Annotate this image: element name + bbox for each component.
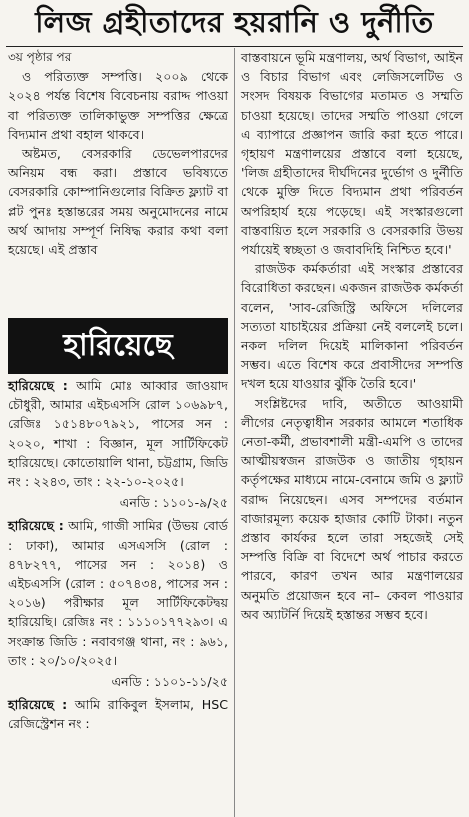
article-paragraph: রাজউক কর্মকর্তারা এই সংস্কার প্রস্তাবের বিরোধিতা করছেন। একজন রাজউক কর্মকর্তা বলেন, 'সাব-রেজিস্ট্রি অফিসে দলিলের সত্যতা যাচাইয়ের প্রক্রিয়া নেই বললেই চলে। নকল দলিল দিয়েই মালিকানা পরিবর্তন সম্ভব। এতে বিশেষ করে প্রবাসীদের সম্পত্তি দখল হয়ে যাওয়ার ঝুঁকি তৈরি হবে।' xyxy=(241,261,463,392)
headline: লিজ গ্রহীতাদের হয়রানি ও দুর্নীতি xyxy=(35,5,434,39)
ad-reference: এনডি : ১১০১-১১/২৫ xyxy=(111,674,228,690)
article-paragraph: অষ্টমত, বেসরকারি ডেভেলপারদের অনিয়ম বন্ধ করা। প্রস্তাবে ভবিষ্যতে বেসরকারি কোম্পানিগুলোর বিক্রিত ফ্ল্যাট বা প্লট পুনঃ হস্তান্তরের সময় অনুমোদনের নামে অর্থ আদায় সম্পূর্ণ নিষিদ্ধ করার কথা বলা হয়েছে। এই প্রস্তাব xyxy=(8,146,228,258)
ad-keyword: হারিয়েছে : xyxy=(8,378,68,393)
ad-keyword: হারিয়েছে : xyxy=(8,518,64,534)
ad-keyword: হারিয়েছে : xyxy=(8,697,68,713)
article-paragraph: বাস্তবায়নে ভূমি মন্ত্রণালয়, অর্থ বিভাগ, আইন ও বিচার বিভাগ এবং লেজিসলেটিভ ও সংসদ বিষয়ক বিভাগের মতামত ও সম্মতি চাওয়া হয়েছে। তাদের সম্মতি পাওয়া গেলে এ ব্যাপারে প্রজ্ঞাপন জারি করা হতে পারে। গৃহায়ণ মন্ত্রণালয়ের প্রস্তাবে বলা হয়েছে, 'লিজ গ্রহীতাদের দীর্ঘদিনের দুর্ভোগ ও দুর্নীতি থেকে মুক্তি দিতে বিদ্যমান প্রথা পরিবর্তন অপরিহার্য হয়ে পড়েছে। এই সংস্কারগুলো বাস্তবায়িত হলে সরকারি ও বেসরকারি উভয় পর্যায়েই স্বচ্ছতা ও জবাবদিহি নিশ্চিত হবে।' xyxy=(241,50,463,258)
ad-text: আমি রাকিবুল ইসলাম, HSC রেজিস্ট্রেশন নং : xyxy=(8,697,228,732)
lost-notice-banner: হারিয়েছে xyxy=(8,318,228,374)
classified-ad xyxy=(8,376,228,512)
classified-ad xyxy=(8,695,228,733)
left-column xyxy=(8,48,228,259)
continuation-note: ৩য় পৃষ্ঠার পর xyxy=(8,50,72,64)
headline-rule xyxy=(6,46,463,47)
right-column xyxy=(241,48,463,624)
article-paragraph: সংশ্লিষ্টদের দাবি, অতীতে আওয়ামী লীগের নেতৃত্বাধীন সরকার আমলে শতাধিক নেতা-কর্মী, প্রভাবশালী মন্ত্রী-এমপি ও তাদের আত্মীয়স্বজন রাজউক ও জাতীয় গৃহায়ন কর্তৃপক্ষের মাধ্যমে নামে-বেনামে জমি ও ফ্ল্যাট বরাদ্দ নিয়েছেন। এসব সম্পদের বর্তমান বাজারমূল্য কয়েক হাজার কোটি টাকা। নতুন প্রস্তাব কার্যকর হলে তারা সহজেই সেই সম্পত্তি বিক্রি বা বিদেশে অর্থ পাচার করতে পারবে, কারণ তখন আর মন্ত্রণালয়ের অনুমতি প্রয়োজন হবে না– কেবল পাওয়ার অব অ্যাটর্নি দিয়েই হস্তান্তর সম্ভব হবে। xyxy=(241,395,463,622)
ad-text: আমি, গাজী সামির (উভয় বোর্ড : ঢাকা), আমার এসএসসি (রোল : ৪৭৮২৭৭, পাসের সন : ২০১৪) ও এইচএসসি (রোল : ৫০৭৪৩৪, পাসের সন : ২০১৬) পরীক্ষার মূল সার্টিফিকেটদ্বয় হারিয়েছি। রেজিঃ নং : ১১১০১৭৭২৯৩। এ সংক্রান্ত জিডি : নবাবগঞ্জ থানা, নং : ৯৬১, তাং : ২০/১০/২০২৫। xyxy=(8,518,228,668)
column-divider xyxy=(234,48,235,817)
ad-reference: এনডি : ১১০১-৯/২৫ xyxy=(119,495,228,511)
classified-ad xyxy=(8,516,228,691)
ad-text: আমি মোঃ আব্বার জাওয়াদ চৌধুরী, আমার এইচএসসি রোল ১০৬৯৮৭, রেজিঃ ১৫১৪৮০৭৯২১, পাসের সন : ২০২০, শাখা : বিজ্ঞান, মূল সার্টিফিকেট হারিয়েছে। কোতোয়ালি থানা, চট্টগ্রাম, জিডি নং : ২২৪৩, তাং : ২২-১০-২০২৫। xyxy=(8,378,229,490)
article-paragraph: ও পরিত্যক্ত সম্পত্তি। ২০০৯ থেকে ২০২৪ পর্যন্ত বিশেষ বিবেচনায় বরাদ্দ পাওয়া বা পরিত্যক্ত তালিকাভুক্ত সম্পত্তির ক্ষেত্রে বিদ্যমান প্রথা বহাল থাকবে। xyxy=(8,69,228,142)
classified-ads xyxy=(8,376,228,735)
